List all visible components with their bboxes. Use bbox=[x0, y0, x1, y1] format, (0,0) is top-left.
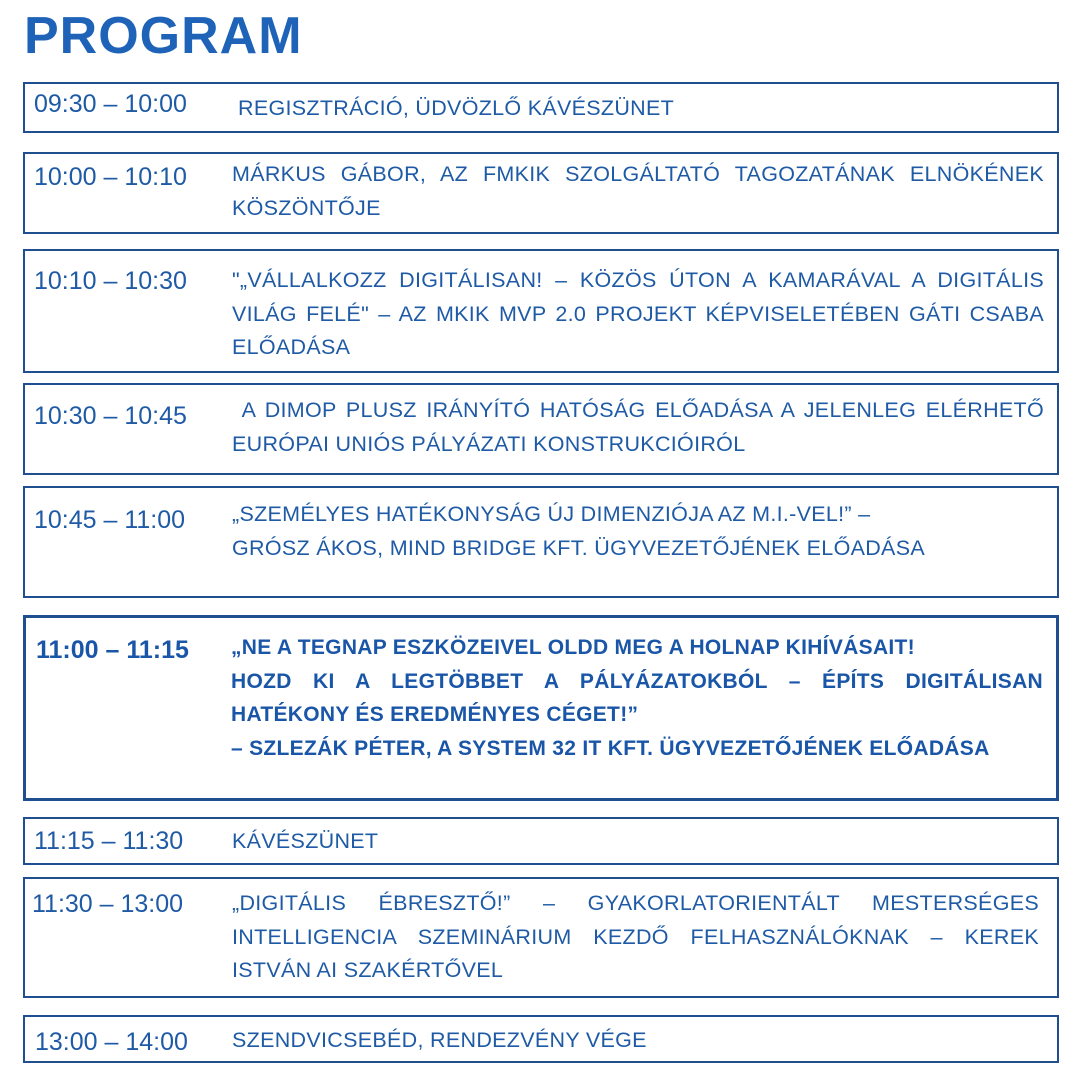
program-row-1045 bbox=[23, 486, 1059, 598]
description-line: REGISZTRÁCIÓ, ÜDVÖZLŐ KÁVÉSZÜNET bbox=[238, 96, 675, 120]
session-description bbox=[231, 631, 1043, 765]
time-label: 10:30 – 10:45 bbox=[34, 402, 187, 430]
description-line: "„VÁLLALKOZZ DIGITÁLISAN! – KÖZÖS ÚTON A KAMARÁVAL A DIGITÁLIS VILÁG FELÉ" – AZ MKIK MVP 2.0 PROJEKT KÉPVISELETÉBEN GÁTI CSABA ELŐADÁSA bbox=[232, 268, 1044, 359]
session-description bbox=[232, 825, 1044, 859]
time-label: 13:00 – 14:00 bbox=[35, 1028, 188, 1056]
program-row-1030 bbox=[23, 383, 1059, 475]
session-description bbox=[232, 264, 1044, 365]
program-row-1300 bbox=[23, 1015, 1059, 1063]
program-row-1130 bbox=[23, 877, 1059, 998]
session-description bbox=[232, 158, 1044, 225]
page-title: PROGRAM bbox=[24, 7, 303, 65]
time-label: 11:00 – 11:15 bbox=[36, 636, 189, 664]
description-line: „DIGITÁLIS ÉBRESZTŐ!” – GYAKORLATORIENTÁLT MESTERSÉGES INTELLIGENCIA SZEMINÁRIUM KEZDŐ FELHASZNÁLÓKNAK – KEREK ISTVÁN AI SZAKÉRTŐVEL bbox=[232, 891, 1039, 982]
time-label: 10:10 – 10:30 bbox=[34, 267, 187, 295]
time-label: 10:00 – 10:10 bbox=[34, 163, 187, 191]
program-row-0930 bbox=[23, 82, 1059, 133]
program-row-1115 bbox=[23, 817, 1059, 865]
session-description bbox=[232, 887, 1039, 988]
description-line: „NE A TEGNAP ESZKÖZEIVEL OLDD MEG A HOLNAP KIHÍVÁSAIT! bbox=[231, 636, 915, 659]
description-line: A DIMOP PLUSZ IRÁNYÍTÓ HATÓSÁG ELŐADÁSA A JELENLEG ELÉRHETŐ EURÓPAI UNIÓS PÁLYÁZATI KONSTRUKCIÓIRÓL bbox=[232, 398, 1051, 456]
session-description bbox=[232, 498, 1044, 565]
description-line: KÁVÉSZÜNET bbox=[232, 829, 379, 853]
description-line: MÁRKUS GÁBOR, AZ FMKIK SZOLGÁLTATÓ TAGOZATÁNAK ELNÖKÉNEK KÖSZÖNTŐJE bbox=[232, 162, 1044, 220]
description-line: „SZEMÉLYES HATÉKONYSÁG ÚJ DIMENZIÓJA AZ M.I.-VEL!” – bbox=[232, 502, 871, 526]
time-label: 11:15 – 11:30 bbox=[34, 827, 184, 855]
session-description bbox=[232, 394, 1051, 461]
description-line: SZENDVICSEBÉD, RENDEZVÉNY VÉGE bbox=[232, 1028, 647, 1052]
session-description bbox=[238, 92, 1044, 126]
program-row-1010 bbox=[23, 249, 1059, 373]
time-label: 09:30 – 10:00 bbox=[34, 90, 187, 118]
program-row-1000 bbox=[23, 152, 1059, 234]
description-line: HOZD KI A LEGTÖBBET A PÁLYÁZATOKBÓL – ÉPÍTS DIGITÁLISAN HATÉKONY ÉS EREDMÉNYES CÉGET!” bbox=[231, 669, 1043, 726]
time-label: 11:30 – 13:00 bbox=[32, 890, 184, 918]
description-line: – SZLEZÁK PÉTER, A SYSTEM 32 IT KFT. ÜGYVEZETŐJÉNEK ELŐADÁSA bbox=[231, 736, 990, 760]
time-label: 10:45 – 11:00 bbox=[34, 506, 186, 534]
description-line: GRÓSZ ÁKOS, MIND BRIDGE KFT. ÜGYVEZETŐJÉNEK ELŐADÁSA bbox=[232, 535, 925, 560]
session-description bbox=[232, 1024, 1044, 1058]
program-row-1100-featured bbox=[23, 615, 1059, 801]
